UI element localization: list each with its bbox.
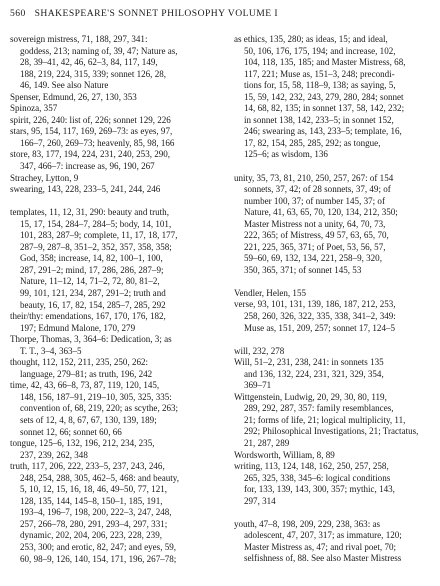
entry-group-gap (234, 334, 436, 346)
index-entry: truth, 117, 206, 222, 233–5, 237, 243, 246, 248, 254, 288, 305, 462–5, 468: and beauty, 5, 10, 12, 15, 16, 18, 46, 49–50, 77, 121, 128, 135, 144, 145–8, 150–1, 185, 191, 193–4, 196–7, 198, 200, 222–3, 247, 248, 257, 266–78, 280, 291, 293–4, 297, 331; dynamic, 202, 204, 206, 223, 228, 239, 253, 300; and erotic, 82, 247; and eyes, 59, 60, 98–9, 126, 140, 154, 171, 196, 267–78; (10, 461, 179, 564)
index-entry: templates, 11, 12, 31, 290: beauty and truth, 15, 17, 154, 284–7, 284–5; body, 14, 101, 101, 283, 287–9; complete, 11, 17, 18, 177, 287–9, 287–8, 351–2, 352, 357, 358, 358; God, 358; increase, 14, 82, 100–1, 100, 287, 291–2; mind, 17, 286, 286, 287–9; Nature, 11–12, 14, 71–2, 72, 80, 81–2, 99, 101, 121, 234, 287, 291–2; truth and beauty, 16, 17, 82, 154, 285–7, 285, 292 (10, 207, 178, 310)
index-entry: thought, 112, 152, 211, 235, 250, 262: language, 279–81; as truth, 196, 242 (10, 357, 153, 379)
index-entry: sovereign mistress, 71, 188, 297, 341: goddess, 213; naming of, 39, 47; Nature as, 28, 39–41, 42, 46, 62–3, 84, 117, 149, 188, 219, 224, 315, 339; sonnet 126, 28, 46, 149. See also Nature (10, 34, 178, 91)
index-entry: stars, 95, 154, 117, 169, 269–73: as eyes, 97, 166–7, 260, 269–73; heavenly, 85, 98, 166 (10, 126, 175, 148)
index-entry: Spenser, Edmund, 26, 27, 130, 353 (10, 91, 137, 102)
index-entry: as ethics, 135, 280; as ideas, 15; and ideal, 50, 106, 176, 175, 194; and increase, 102, 104, 118, 135, 185; and Master Mistress, 68, 117, 221; Muse as, 151–3, 248; precondi- tions for, 15, 58, 118–9, 138; as saying, 5, 15, 59, 142, 232, 243, 279, 280, 284; sonnet 14, 68, 82, 135; in sonnet 137, 58, 142, 232; in sonnet 138, 142, 233–5; in sonnet 152, 246; swearing as, 143, 233–5; template, 16, 17, 82, 154, 285, 285, 292; as tongue, 125–6; as wisdom, 136 (234, 34, 406, 160)
index-entry: Spinoza, 357 (10, 103, 58, 114)
index-entry: Vendler, Helen, 155 (234, 287, 306, 298)
index-entry: tongue, 125–6, 132, 196, 212, 234, 235, 237, 239, 262, 348 (10, 438, 155, 460)
index-entry: Strachey, Lytton, 9 (10, 172, 79, 183)
index-entry: their/thy: emendations, 167, 170, 176, 182, 197; Edmund Malone, 170, 279 (10, 311, 166, 333)
entry-group-gap (234, 276, 436, 288)
index-entry: Wittgenstein, Ludwig, 20, 29, 30, 80, 119, 289, 292, 287, 357: family resemblances, 21; forms of life, 21; logical multiplicity, 11, 292; Philosophical Investigations, 21; Tractatus, 21, 287, 289 (234, 391, 419, 448)
index-entry: Will, 51–2, 231, 238, 241: in sonnets 135 and 136, 132, 224, 231, 321, 329, 354, 369–71 (234, 357, 384, 391)
running-header (10, 8, 278, 19)
index-entry: will, 232, 278 (234, 345, 285, 356)
running-title: SHAKESPEARE'S SONNET PHILOSOPHY VOLUME I (34, 8, 279, 19)
index-entry: writing, 113, 124, 148, 162, 250, 257, 258, 265, 325, 338, 345–6: logical conditions for, 133, 139, 143, 300, 357; mythic, 143, 297, 314 (234, 461, 395, 506)
index-entry: Wordsworth, William, 8, 89 (234, 449, 335, 460)
index-entry: time, 42, 43, 66–8, 73, 87, 119, 120, 145, 148, 156, 187–91, 219–10, 305, 325, 335: convention of, 68, 219, 220; as scythe, 263; sets of 12, 4, 8, 67, 67, 130, 139, 189; sonnet 12, 66; sonnet 60, 66 (10, 380, 179, 437)
index-entry: unity, 35, 73, 81, 210, 250, 257, 267: of 154 sonnets, 37, 42; of 28 sonnets, 37, 49; of number 100, 37; of number 145, 37; of Nature, 41, 63, 65, 70, 120, 134, 212, 350; Master Mistress not a unity, 64, 70, 73, 222, 365; of Mistress, 49 57, 63, 65, 70, 221, 225, 365, 371; of Poet, 53, 56, 57, 59–60, 69, 132, 134, 221, 258–9, 320, 350, 365, 371; of sonnet 145, 53 (234, 172, 398, 275)
entry-group-gap (10, 196, 218, 208)
entry-group-gap (234, 507, 436, 519)
index-entry: youth, 47–8, 198, 209, 229, 238, 363: as adolescent, 47, 207, 317; as immature, 120; Master Mistress as, 47; and rival poet, 70; selfishness of, 88. See also Master Mistress (234, 518, 402, 564)
index-entry: verse, 93, 101, 131, 139, 186, 187, 212, 253, 258, 260, 326, 322, 335, 338, 341–2, 349: Muse as, 151, 209, 257; sonnet 17, 124–5 (234, 299, 396, 333)
index-entry: store, 83, 177, 194, 224, 231, 240, 253, 290, 347, 466–7: increase as, 96, 190, 267 (10, 149, 171, 172)
index-column-right (234, 34, 436, 565)
index-entry: spirit, 226, 240: list of, 226; sonnet 129, 226 (10, 114, 171, 125)
index-entry: Thorpe, Thomas, 3, 364–6: Dedication, 3; as T. T., 3–4, 363–5 (10, 334, 172, 356)
entry-group-gap (234, 161, 436, 173)
index-column-left (10, 34, 218, 565)
page-number: 560 (10, 8, 26, 19)
index-entry: swearing, 143, 228, 233–5, 241, 244, 246 (10, 184, 161, 195)
